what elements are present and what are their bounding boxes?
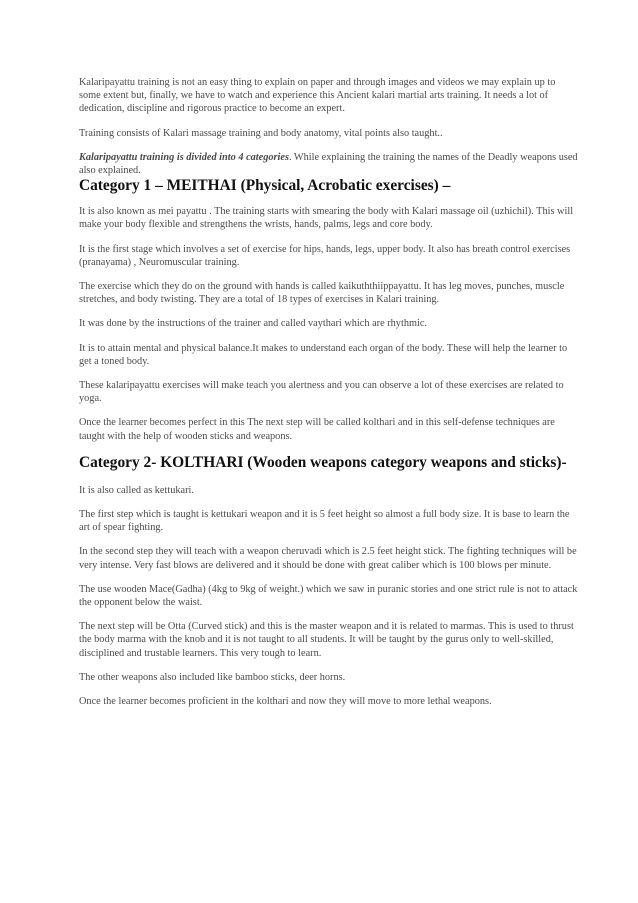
categories-intro-lead: Kalaripayattu training is divided into 4 categories	[79, 151, 289, 163]
category-2-paragraph: The next step will be Otta (Curved stick) and this is the master weapon and it is related to marmas. This is used to thrust the body marma with the knob and it is not taught to all students. It will be taught by the gurus only to well-skilled, disciplined and trustable learners. This very tough to learn.	[79, 621, 574, 659]
category-1-heading: Category 1 – MEITHAI (Physical, Acrobatic exercises) –	[79, 177, 451, 195]
categories-intro-paragraph	[79, 151, 578, 177]
categories-intro-rest: . While explaining the training the names of the Deadly weapons used also explained.	[79, 151, 578, 177]
category-2-paragraph: Once the learner becomes proficient in the kolthari and now they will move to more lethal weapons.	[79, 696, 492, 708]
category-1-paragraph: These kalaripayattu exercises will make teach you alertness and you can observe a lot of these exercises are related to yoga.	[79, 380, 564, 405]
category-2-heading: Category 2- KOLTHARI (Wooden weapons category weapons and sticks)-	[79, 453, 567, 471]
category-2-paragraph: It is also called as kettukari.	[79, 484, 194, 496]
category-1-paragraph: It is to attain mental and physical balance.It makes to understand each organ of the body. These will help the learner to get a toned body.	[79, 342, 568, 367]
intro-paragraph-2: Training consists of Kalari massage training and body anatomy, vital points also taught..	[79, 127, 443, 139]
category-1-paragraph: It is the first stage which involves a set of exercise for hips, hands, legs, upper body. It also has breath control exercises (pranayama) , Neuromuscular training.	[79, 243, 571, 268]
category-2-paragraph: The other weapons also included like bamboo sticks, deer horns.	[79, 671, 346, 683]
category-2-paragraph: In the second step they will teach with a weapon cheruvadi which is 2.5 feet height stick. The fighting techniques will be very intense. Very fast blows are delivered and it should be done with great caliber which is 100 blows per minute.	[79, 546, 577, 571]
category-1-paragraph: Once the learner becomes perfect in this The next step will be called kolthari and in this self-defense techniques are taught with the help of wooden sticks and weapons.	[79, 417, 555, 442]
category-1-paragraph: It is also known as mei payattu . The training starts with smearing the body with Kalari massage oil (uzhichil). This will make your body flexible and strengthens the wrists, hands, palms, legs and core body.	[79, 206, 574, 231]
category-1-paragraph: The exercise which they do on the ground with hands is called kaikuththiippayattu. It has leg moves, punches, muscle stretches, and body twisting. They are a total of 18 types of exercises in Kalari training.	[79, 281, 565, 306]
category-2-paragraph: The use wooden Mace(Gadha) (4kg to 9kg of weight.) which we saw in puranic stories and one strict rule is not to attack the opponent below the waist.	[79, 583, 578, 609]
category-1-paragraph: It was done by the instructions of the trainer and called vaythari which are rhythmic.	[79, 318, 427, 330]
category-2-paragraph: The first step which is taught is kettukari weapon and it is 5 feet height so almost a full body size. It is base to learn the art of spear fighting.	[79, 509, 570, 534]
intro-paragraph-1: Kalaripayattu training is not an easy thing to explain on paper and through images and videos we may explain up to some extent but, finally, we have to watch and experience this Ancient kalari martial arts training. It needs a lot of dedication, discipline and rigorous practice to become an expert.	[79, 77, 556, 115]
